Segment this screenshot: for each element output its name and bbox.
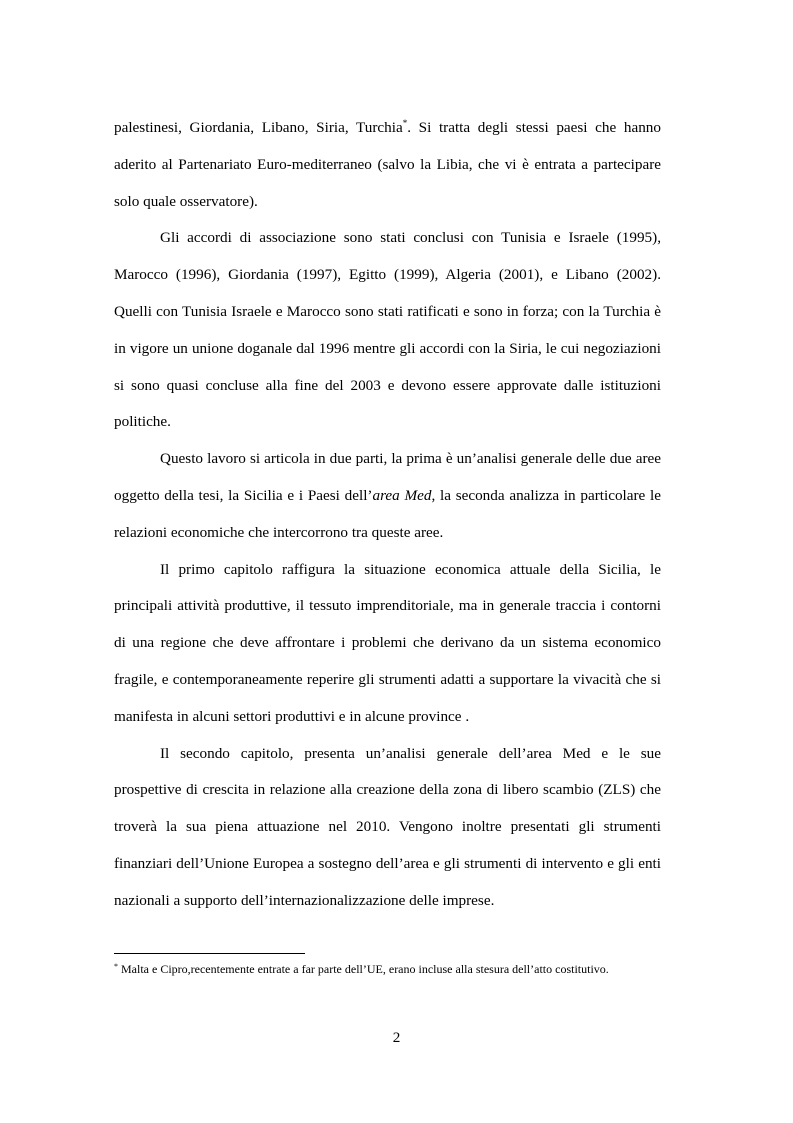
page-number: 2	[392, 1029, 401, 1046]
body-text	[114, 110, 661, 920]
paragraph-1-text-before-note: palestinesi, Giordania, Libano, Siria, Turchia	[114, 119, 403, 136]
paragraph-3-italic-term: area Med	[372, 486, 432, 504]
paragraph-4: Il primo capitolo raffigura la situazione economica attuale della Sicilia, le principali attività produttive, il tessuto imprenditoriale, ma in generale traccia i contorni di una regione che deve affrontare i problemi che derivano da un sistema economico fragile, e contemporaneamente reperire gli strumenti adatti a supportare la vivacità che si manifesta in alcuni settori produttivi e in alcune province .	[114, 560, 661, 725]
paragraph-1	[114, 110, 661, 220]
paragraph-5: Il secondo capitolo, presenta un’analisi generale dell’area Med e le sue prospettive di crescita in relazione alla creazione della zona di libero scambio (ZLS) che troverà la sua piena attuazione nel 2010. Vengono inoltre presentati gli strumenti finanziari dell’Unione Europea a sostegno dell’area e gli strumenti di intervento e gli enti nazionali a supporto dell’internazionalizzazione delle imprese.	[114, 744, 661, 909]
footnote-text: Malta e Cipro,recentemente entrate a far parte dell’UE, erano incluse alla stesura dell’atto costitutivo.	[118, 962, 609, 976]
footnote	[114, 961, 661, 978]
paragraph-3-text-after-italic: , la seconda analizza in particolare le relazioni economiche che intercorrono tra queste aree.	[114, 486, 661, 541]
paragraph-3	[114, 441, 661, 551]
paragraph-2: Gli accordi di associazione sono stati conclusi con Tunisia e Israele (1995), Marocco (1996), Giordania (1997), Egitto (1999), Algeria (2001), e Libano (2002). Quelli con Tunisia Israele e Marocco sono stati ratificati e sono in forza; con la Turchia è in vigore un unione doganale dal 1996 mentre gli accordi con la Siria, le cui negoziazioni si sono quasi concluse alla fine del 2003 e devono essere approvate dalle istituzioni politiche.	[114, 229, 661, 431]
paragraph-3-text-before-italic: Questo lavoro si articola in due parti, la prima è un’analisi generale delle due aree oggetto della tesi, la Sicilia e i Paesi dell’	[114, 450, 661, 504]
paragraph-1-text-after-note: . Si tratta degli stessi paesi che hanno aderito al Partenariato Euro-mediterraneo (salvo la Libia, che vi è entrata a partecipare solo quale osservatore).	[114, 119, 661, 210]
footnote-separator	[114, 953, 305, 954]
footnote-marker: *	[114, 962, 118, 971]
footnote-reference: *	[402, 118, 408, 128]
